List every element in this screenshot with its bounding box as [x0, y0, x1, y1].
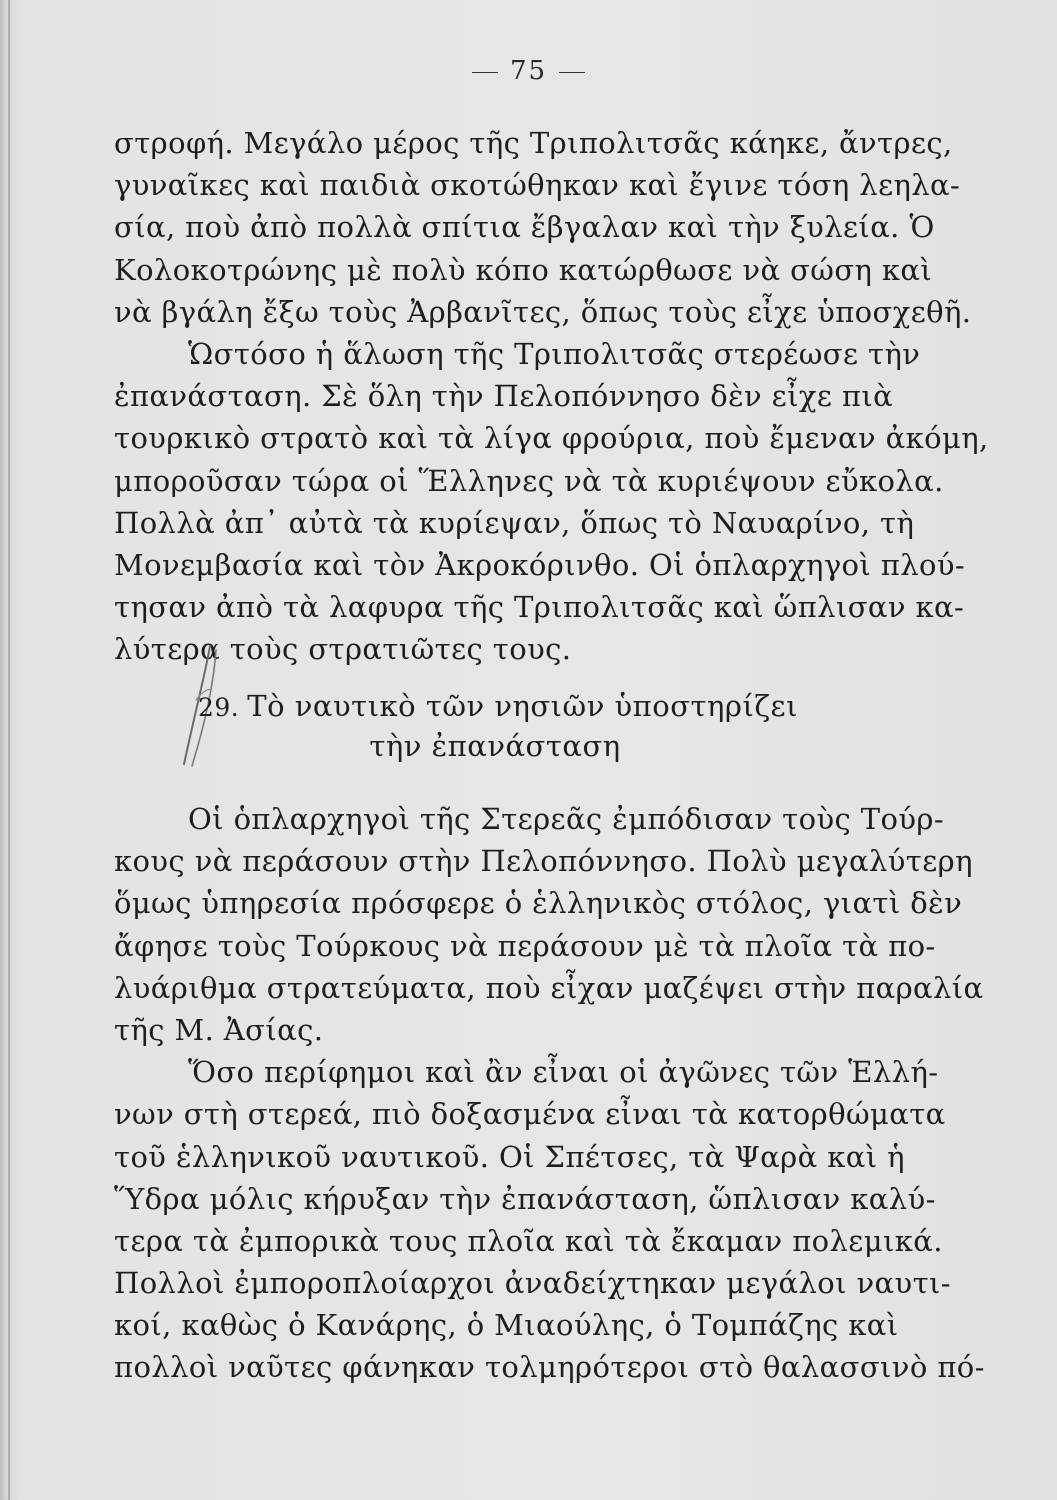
text-line: λύτερα τοὺς στρατιῶτες τους.: [114, 632, 572, 667]
section-body: [114, 798, 985, 1389]
text-line: Πολλὰ ἀπ᾿ αὐτὰ τὰ κυρίεψαν, ὅπως τὸ Ναυαρίνο, τὴ: [114, 505, 915, 540]
text-line: τερα τὰ ἐμπορικὰ τους πλοῖα καὶ τὰ ἔκαμαν πολεμικά.: [114, 1223, 943, 1258]
text-line: Ὕδρα μόλις κήρυξαν τὴν ἐπανάσταση, ὥπλισαν καλύ-: [114, 1181, 936, 1216]
text-line: κους νὰ περάσουν στὴν Πελοπόννησο. Πολὺ μεγαλύτερη: [114, 844, 973, 879]
text-line: τουρκικὸ στρατὸ καὶ τὰ λίγα φρούρια, ποὺ ἔμεναν ἀκόμη,: [114, 421, 989, 456]
text-line: νων στὴ στερεά, πιὸ δοξασμένα εἶναι τὰ κατορθώματα: [114, 1097, 946, 1132]
text-line: Ὡστόσο ἡ ἅλωση τῆς Τριπολιτσᾶς στερέωσε τὴν: [188, 336, 921, 371]
text-line: Πολλοὶ ἐμποροπλοίαρχοι ἀναδείχτηκαν μεγάλοι ναυτι-: [114, 1266, 951, 1301]
page-spine-shadow: [8, 0, 10, 1500]
text-line: κοί, καθὼς ὁ Κανάρης, ὁ Μιαούλης, ὁ Τομπάζης καὶ: [114, 1308, 899, 1343]
section-number: 29.: [198, 693, 240, 722]
text-line: Κολοκοτρώνης μὲ πολὺ κόπο κατώρθωσε νὰ σώση καὶ: [114, 252, 933, 287]
section-heading: [114, 686, 876, 766]
text-line: Ὅσο περίφημοι καὶ ἂν εἶναι οἱ ἀγῶνες τῶν Ἑλλή-: [188, 1055, 939, 1090]
text-line: σία, ποὺ ἀπὸ πολλὰ σπίτια ἔβγαλαν καὶ τὴν ξυλεία. Ὁ: [114, 210, 935, 245]
text-line: ἐπανάσταση. Σὲ ὅλη τὴν Πελοπόννησο δὲν εἶχε πιὰ: [114, 379, 894, 414]
text-line: τοῦ ἑλληνικοῦ ναυτικοῦ. Οἱ Σπέτσες, τὰ Ψαρὰ καὶ ἡ: [114, 1139, 905, 1174]
page-number-dash-left: [472, 72, 498, 73]
text-line: τησαν ἀπὸ τὰ λαφυρα τῆς Τριπολιτσᾶς καὶ ὥπλισαν κα-: [114, 590, 965, 625]
text-line: τῆς Μ. Ἀσίας.: [114, 1012, 324, 1047]
page-number-dash-right: [559, 72, 585, 73]
text-line: μποροῦσαν τώρα οἱ Ἕλληνες νὰ τὰ κυριέψουν εὔκολα.: [114, 463, 944, 498]
text-line: λυάριθμα στρατεύματα, ποὺ εἶχαν μαζέψει στὴν παραλία: [114, 970, 984, 1005]
text-line: ὅμως ὑπηρεσία πρόσφερε ὁ ἑλληνικὸς στόλος, γιατὶ δὲν: [114, 886, 963, 921]
text-line: πολλοὶ ναῦτες φάνηκαν τολμηρότεροι στὸ θαλασσινὸ πό-: [114, 1350, 985, 1385]
text-line: ἄφησε τοὺς Τούρκους νὰ περάσουν μὲ τὰ πλοῖα τὰ πο-: [114, 928, 936, 963]
section-title-line-2: τὴν ἐπανάσταση: [369, 729, 621, 763]
text-line: στροφή. Μεγάλο μέρος τῆς Τριπολιτσᾶς κάηκε, ἄντρες,: [114, 126, 953, 160]
page-number: [0, 56, 1057, 86]
section-title-line-1: Τὸ ναυτικὸ τῶν νησιῶν ὑποστηρίζει: [247, 689, 798, 723]
section-heading-line-1: [114, 686, 876, 726]
text-line: Οἱ ὁπλαρχηγοὶ τῆς Στερεᾶς ἐμπόδισαν τοὺς Τούρ-: [188, 802, 945, 836]
text-line: γυναῖκες καὶ παιδιὰ σκοτώθηκαν καὶ ἔγινε τόση λεηλα-: [114, 168, 961, 203]
paragraph-continued: [114, 122, 989, 670]
text-line: Μονεμβασία καὶ τὸν Ἀκροκόρινθο. Οἱ ὁπλαρχηγοὶ πλού-: [114, 547, 966, 582]
text-line: νὰ βγάλη ἔξω τοὺς Ἀρβανῖτες, ὅπως τοὺς εἶχε ὑποσχεθῆ.: [114, 294, 972, 329]
page-number-value: 75: [509, 56, 548, 86]
